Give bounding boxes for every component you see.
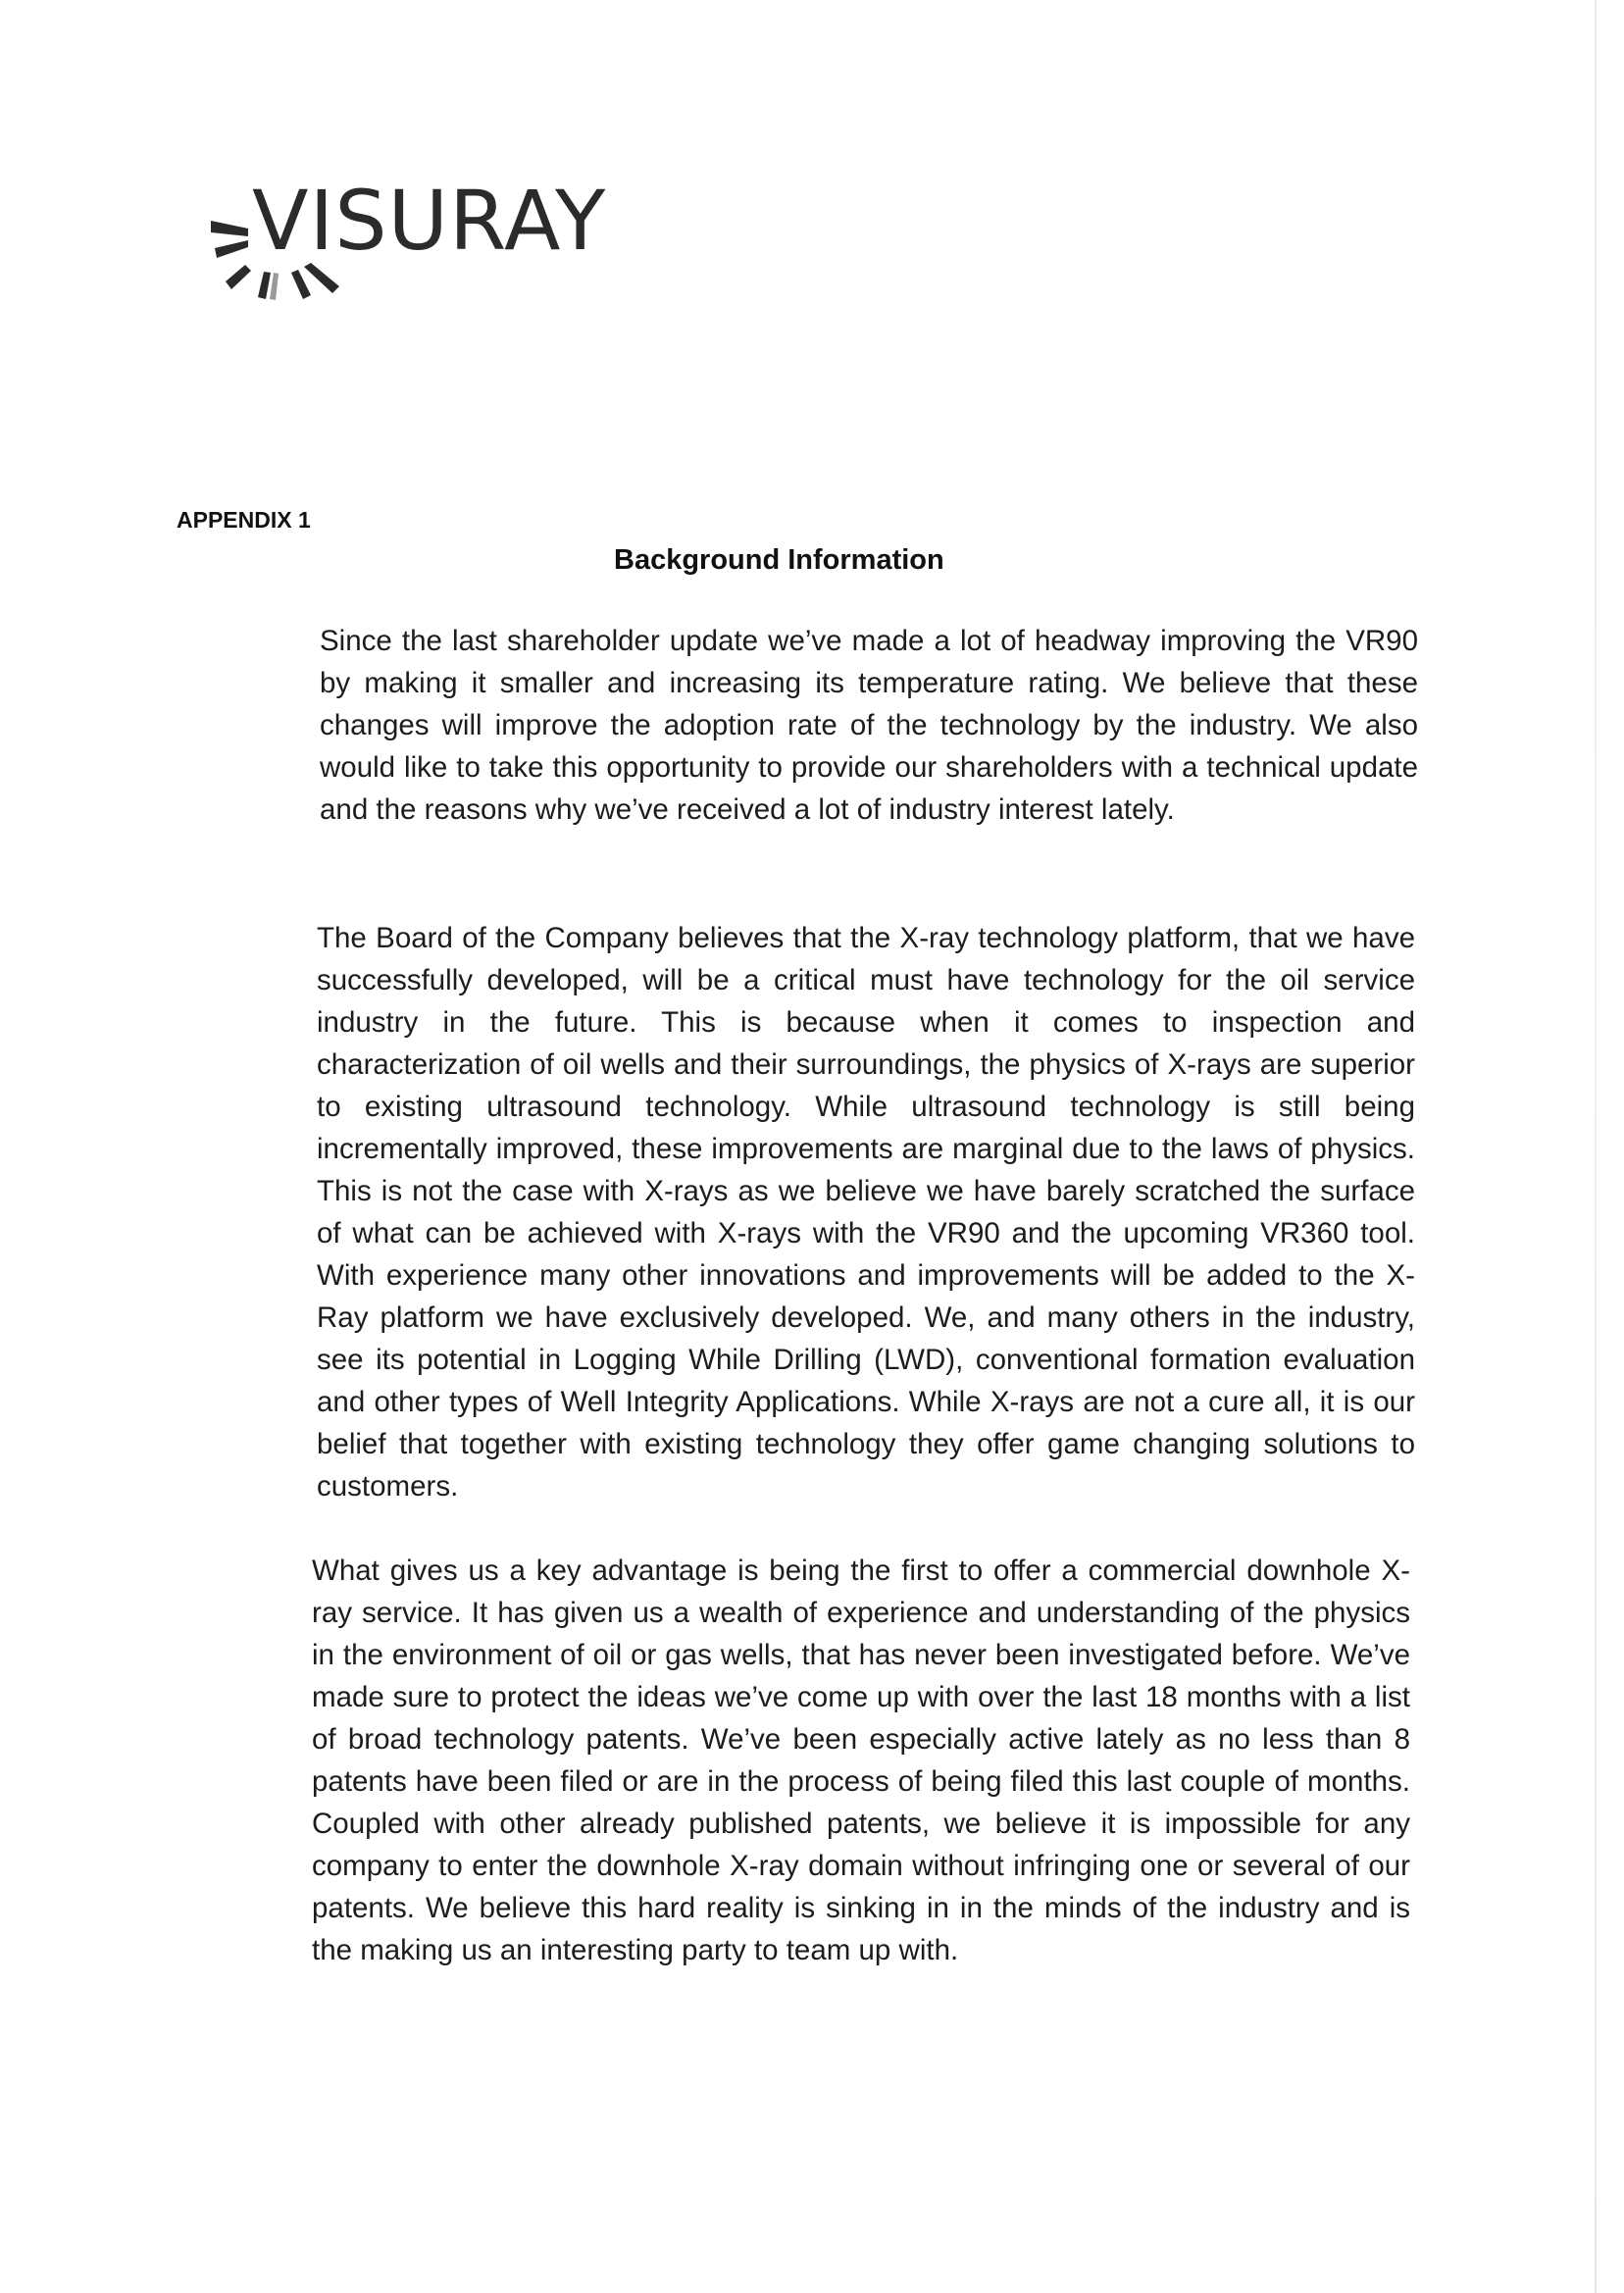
- appendix-label: APPENDIX 1: [177, 507, 311, 533]
- visuray-logo: [201, 172, 662, 314]
- document-title: Background Information: [614, 544, 944, 576]
- body-paragraph-3: What gives us a key advantage is being the first to offer a commercial downhole X-ray service. It has given us a wealth of experience and understanding of the physics in the environment of oil or gas wells, that has never been investigated before. We’ve made sure to protect the ideas we’ve come up with over the last 18 months with a list of broad technology patents. We’ve been especially active lately as no less than 8 patents have been filed or are in the process of being filed this last couple of months. Coupled with other already published patents, we believe it is impossible for any company to enter the downhole X-ray domain without infringing one or several of our patents. We believe this hard reality is sinking in in the minds of the industry and is the making us an interesting party to team up with.: [312, 1554, 1410, 1966]
- scan-page-edge: [1595, 0, 1597, 2293]
- body-paragraph-1: Since the last shareholder update we’ve made a lot of headway improving the VR90 by making it smaller and increasing its temperature rating. We believe that these changes will improve the adoption rate of the technology by the industry. We also would like to take this opportunity to provide our shareholders with a technical update and the reasons why we’ve received a lot of industry interest lately.: [320, 625, 1418, 826]
- body-paragraph-2: The Board of the Company believes that the X-ray technology platform, that we have successfully developed, will be a critical must have technology for the oil service industry in the future. This is because when it comes to inspection and characterization of oil wells and their surroundings, the physics of X-rays are superior to existing ultrasound technology. While ultrasound technology is still being incrementally improved, these improvements are marginal due to the laws of physics. This is not the case with X-rays as we believe we have barely scratched the surface of what can be achieved with X-rays with the VR90 and the upcoming VR360 tool. With experience many other innovations and improvements will be added to the X-Ray platform we have exclusively developed. We, and many others in the industry, see its potential in Logging While Drilling (LWD), conventional formation evaluation and other types of Well Integrity Applications. While X-rays are not a cure all, it is our belief that together with existing technology they offer game changing solutions to customers.: [317, 922, 1415, 1503]
- logo-wordmark: VISURAY: [252, 173, 607, 269]
